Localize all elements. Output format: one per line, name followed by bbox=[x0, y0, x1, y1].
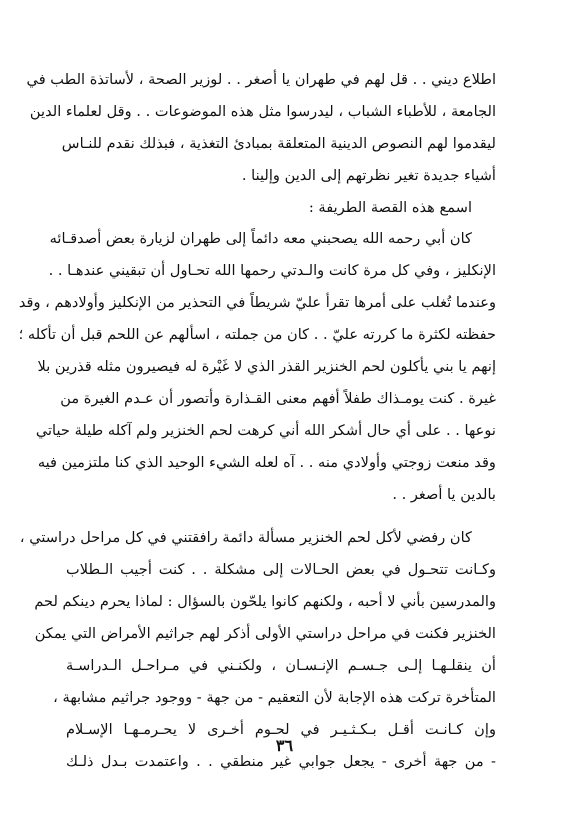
text-line: كان رفضي لأكل لحم الخنزير مسألة دائمة رافقتني في كل مراحل دراستي ، bbox=[19, 529, 472, 547]
text-line: كان أبي رحمه الله يصحبني معه دائماً إلى طهران لزيارة بعض أصدقـائه bbox=[49, 230, 472, 248]
text-line: وإن كـانـت أقـل بـكـثـيـر في لحـوم أخـرى لا يحـرمـهـا الإسـلام bbox=[66, 720, 496, 738]
text-line: إنهم يا بني يأكلون لحم الخنزير القذر الذي لا غَيْرة له فيصيرون مثله قذرين بلا bbox=[37, 358, 496, 376]
text-line: غيرة . كنت يومـذاك طفلاً أفهم معنى القـذارة وأتصور أن عـدم الغيرة من bbox=[60, 389, 496, 407]
text-line: حفظته لكثرة ما كررته عليّ . . كان من جملته ، اسألهم عن اللحم قبل أن تأكله ؛ bbox=[18, 326, 496, 344]
text-line: الخنزير فكنت في مراحل دراستي الأولى أذكر لهم جراثيم الأمراض التي يمكن bbox=[34, 625, 496, 643]
page-body bbox=[18, 64, 496, 778]
text-line: الجامعة ، للأطباء الشباب ، ليدرسوا مثل هذه الموضوعات . . وقل لعلماء الدين bbox=[29, 102, 496, 120]
text-line: الإنكليز ، وفي كل مرة كانت والـدتي رحمها الله تحـاول أن تبقيني عندهـا . . bbox=[48, 262, 496, 280]
paragraph-2 bbox=[18, 223, 496, 510]
text-line: نوعها . . على أي حال أشكر الله أني كرهت لحم الخنزير ولم آكله طيلة حياتي bbox=[35, 421, 496, 439]
text-line: وكـانت تتحـول في بعض الحـالات إلى مشكلة . . كنت أجيب الـطلاب bbox=[66, 561, 496, 579]
paragraph-gap bbox=[66, 510, 496, 522]
text-line: بالدين يا أصغر . . bbox=[392, 485, 496, 503]
text-line: أشياء جديدة تغير نظرتهم إلى الدين وإلينا . bbox=[241, 166, 496, 184]
text-line: أن ينقلـهـا إلـى جـسـم الإنـسـان ، ولكنـني في مـراحـل الـدراسـة bbox=[66, 657, 496, 675]
text-line: اطلاع ديني . . قل لهم في طهران يا أصغر . . لوزير الصحة ، لأساتذة الطب في bbox=[26, 71, 496, 88]
story-heading: اسمع هذه القصة الطريفة : bbox=[308, 198, 472, 216]
text-line: ليقدموا لهم النصوص الدينية المتعلقة بمبادئ التغذية ، فبذلك نقدم للنـاس bbox=[61, 134, 496, 152]
text-line: - من جهة أخرى - يجعل جوابي غير منطقي . . واعتمدت بـدل ذلـك bbox=[66, 752, 496, 770]
text-line: المتأخرة تركت هذه الإجابة لأن التعقيم - من جهة - ووجود جراثيم مشابهة ، bbox=[53, 688, 496, 706]
page-number: ٣٦ bbox=[275, 736, 294, 755]
text-line: وعندما تُغلب على أمرها تقرأ عليّ شريطاً في التحذير من الإنكليز وأولادهم ، وقد bbox=[18, 294, 496, 312]
text-line: والمدرسين بأني لا أحبه ، ولكنهم كانوا يلحّون بالسؤال : لماذا يحرم دينكم لحم bbox=[34, 593, 496, 611]
paragraph-1 bbox=[26, 64, 496, 192]
text-line: وقد منعت زوجتي وأولادي منه . . آه لعله الشيء الوحيد الذي كنا ملتزمين فيه bbox=[37, 453, 496, 471]
